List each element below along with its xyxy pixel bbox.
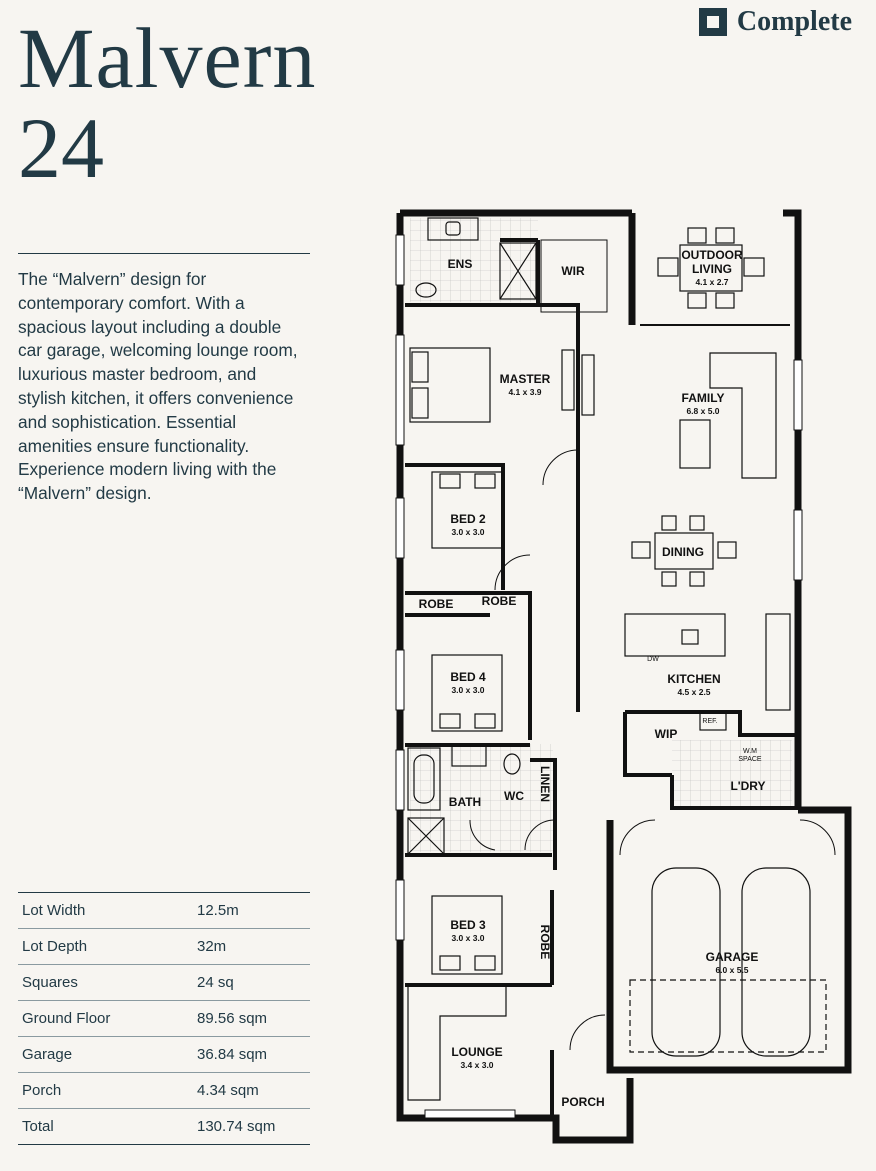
design-squares-number: 24 [18,100,104,196]
stat-value: 89.56 sqm [193,1001,310,1037]
stat-label: Porch [18,1073,193,1109]
stat-label: Total [18,1109,193,1145]
dim-lounge: 3.4 x 3.0 [460,1060,494,1070]
label-ref: REF. [702,718,718,725]
label-wc: WC [504,789,524,803]
stat-value: 32m [193,929,310,965]
stat-label: Ground Floor [18,1001,193,1037]
ensuite-tiles [410,218,538,302]
dim-garage: 6.0 x 5.5 [715,965,749,975]
label-bed2: BED 2 [450,512,486,526]
label-porch: PORCH [561,1095,605,1109]
stat-label: Lot Width [18,893,193,929]
label-garage: GARAGE [705,950,759,964]
label-lounge: LOUNGE [451,1045,503,1059]
label-bed3: BED 3 [450,918,486,932]
design-description: The “Malvern” design for contemporary comfort. With a spacious layout including a double car garage, welcoming lounge room, luxurious master bedroom, and stylish kitchen, it offers convenience and sophistication. Essential amenities ensure functionality. Experience modern living with the “Malvern” design. [18,269,298,504]
laundry-tiles [672,740,792,808]
label-robe-c: ROBE [538,924,552,960]
stat-label: Lot Depth [18,929,193,965]
label-outdoor-1: OUTDOOR [681,248,743,262]
label-robe-a: ROBE [418,597,454,611]
label-dining: DINING [662,545,704,559]
label-family: FAMILY [681,391,725,405]
dim-bed4: 3.0 x 3.0 [451,685,485,695]
design-title: Malvern [18,10,317,106]
label-wm-2: SPACE [738,756,762,763]
dim-family: 6.8 x 5.0 [686,406,720,416]
dim-outdoor: 4.1 x 2.7 [695,277,729,287]
stat-value: 24 sq [193,965,310,1001]
label-linen: LINEN [538,766,552,802]
stat-label: Squares [18,965,193,1001]
stat-value: 36.84 sqm [193,1037,310,1073]
lounge-sofa [408,986,506,1100]
label-dw: DW [647,656,659,663]
label-robe-b: ROBE [481,594,517,608]
stat-value: 4.34 sqm [193,1073,310,1109]
label-wm-1: W.M [743,748,757,755]
stat-value: 12.5m [193,893,310,929]
label-wip: WIP [654,727,678,741]
label-ens: ENS [447,257,473,271]
stat-label: Garage [18,1037,193,1073]
stat-value: 130.74 sqm [193,1109,310,1145]
label-kitchen: KITCHEN [667,672,721,686]
dim-bed3: 3.0 x 3.0 [451,933,485,943]
label-bath: BATH [448,795,482,809]
label-master: MASTER [499,372,551,386]
label-outdoor-2: LIVING [691,262,733,276]
label-ldry: L'DRY [730,779,766,793]
brand-name: Complete [736,6,852,37]
dim-kitchen: 4.5 x 2.5 [677,687,711,697]
label-wir: WIR [561,264,585,278]
dim-bed2: 3.0 x 3.0 [451,527,485,537]
label-bed4: BED 4 [450,670,486,684]
dim-master: 4.1 x 3.9 [508,387,542,397]
